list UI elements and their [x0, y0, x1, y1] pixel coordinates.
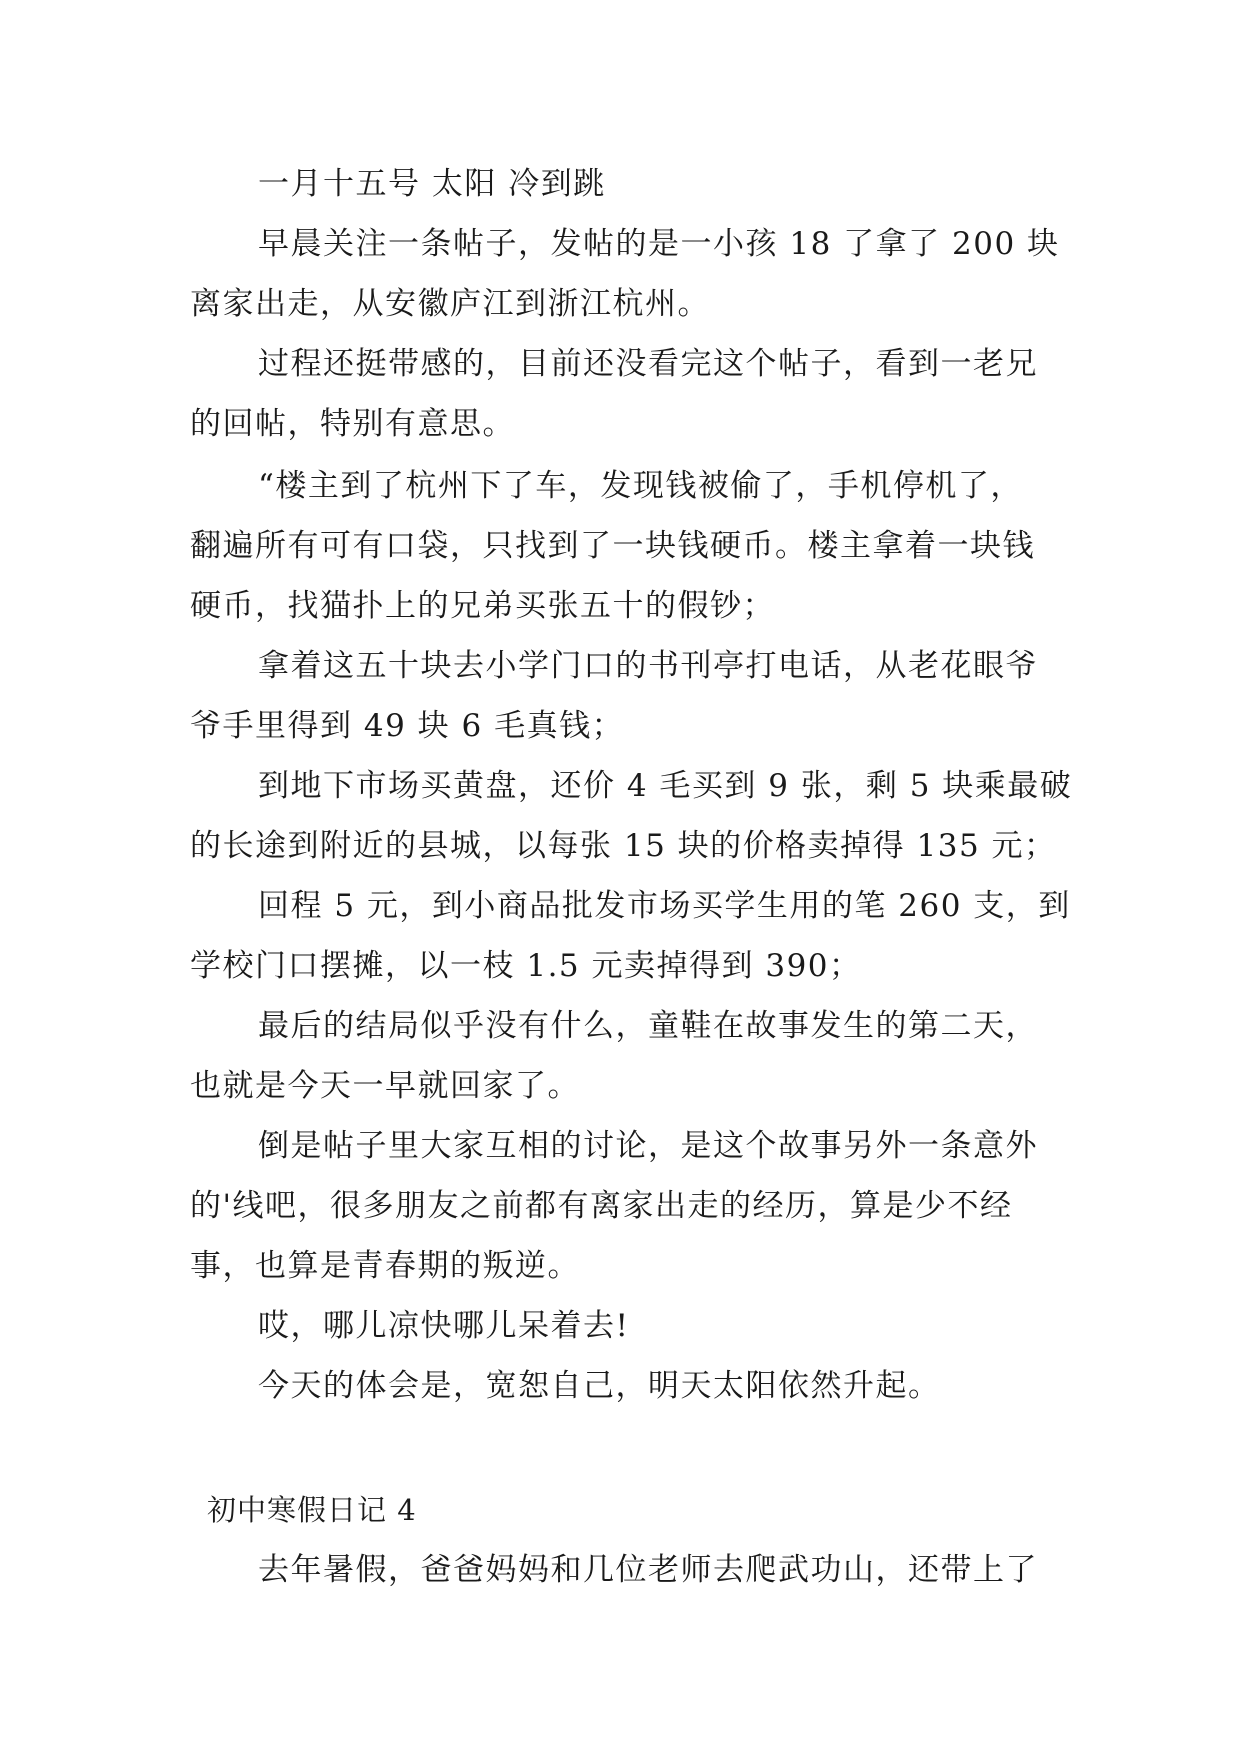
paragraph-line: 今天的体会是，宽恕自己，明天太阳依然升起。: [258, 1368, 941, 1404]
paragraph-line: 早晨关注一条帖子，发帖的是一小孩 18 了拿了 200 块: [258, 226, 1060, 262]
paragraph-line: 去年暑假，爸爸妈妈和几位老师去爬武功山，还带上了: [258, 1552, 1038, 1588]
paragraph-line: 的回帖，特别有意思。: [190, 406, 515, 442]
paragraph-line: 的长途到附近的县城，以每张 15 块的价格卖掉得 135 元；: [190, 828, 1057, 864]
paragraph-line: 过程还挺带感的，目前还没看完这个帖子，看到一老兄: [258, 346, 1038, 382]
paragraph-line: 离家出走，从安徽庐江到浙江杭州。: [190, 286, 710, 322]
section-title: 初中寒假日记 4: [207, 1493, 417, 1527]
paragraph-line: 回程 5 元，到小商品批发市场买学生用的笔 260 支，到: [258, 888, 1071, 924]
paragraph-line: “楼主到了杭州下了车，发现钱被偷了，手机停机了，: [258, 468, 1023, 504]
paragraph-line: 硬币，找猫扑上的兄弟买张五十的假钞；: [190, 588, 775, 624]
paragraph-line: 拿着这五十块去小学门口的书刊亭打电话，从老花眼爷: [258, 648, 1038, 684]
paragraph-line: 学校门口摆摊，以一枝 1.5 元卖掉得到 390；: [190, 948, 862, 984]
paragraph-line: 也就是今天一早就回家了。: [190, 1068, 580, 1104]
paragraph-line: 爷手里得到 49 块 6 毛真钱；: [190, 708, 625, 744]
paragraph-line: 最后的结局似乎没有什么，童鞋在故事发生的第二天，: [258, 1008, 1038, 1044]
paragraph-line: 事，也算是青春期的叛逆。: [190, 1248, 580, 1284]
paragraph-line: 哎，哪儿凉快哪儿呆着去!: [258, 1308, 630, 1344]
paragraph-line: 倒是帖子里大家互相的讨论，是这个故事另外一条意外: [258, 1128, 1038, 1164]
diary-date-line: 一月十五号 太阳 冷到跳: [258, 166, 606, 202]
paragraph-line: 的'线吧，很多朋友之前都有离家出走的经历，算是少不经: [190, 1188, 1013, 1224]
paragraph-line: 到地下市场买黄盘，还价 4 毛买到 9 张，剩 5 块乘最破: [258, 768, 1073, 804]
paragraph-line: 翻遍所有可有口袋，只找到了一块钱硬币。楼主拿着一块钱: [190, 528, 1035, 564]
